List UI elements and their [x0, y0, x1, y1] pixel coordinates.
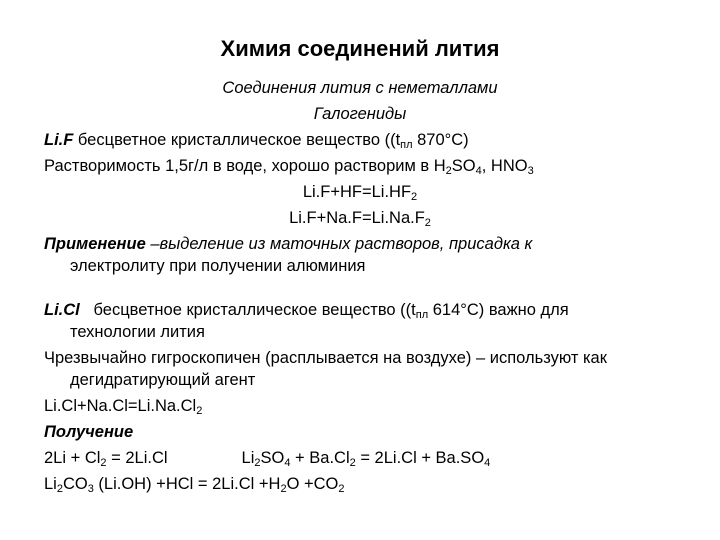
- licl-description: Li.Cl бесцветное кристаллическое вещество (($t_{пл}$ 614°C) важно для: [44, 301, 569, 321]
- page-title: Химия соединений лития: [220, 36, 500, 61]
- lif-application-cont: электролиту при получении алюминия: [70, 257, 366, 275]
- licl-equation: $Li.Cl+Na.Cl=Li.Na.Cl_2$: [44, 397, 203, 417]
- preparation-label: Получение: [44, 423, 134, 441]
- application-label: Применение: [44, 235, 146, 253]
- lif-application: Применение –выделение из маточных растворов, присадка к: [44, 235, 533, 253]
- reaction-3: $Li_2CO_3$ $(Li.OH) +HCl = 2Li.Cl +H_2O +CO_2$: [44, 475, 345, 495]
- licl-hygroscopic: Чрезвычайно гигроскопичен (расплывается на воздухе) – используют как: [44, 349, 607, 367]
- lif-formula: Li.F: [44, 131, 74, 149]
- licl-description-cont: технологии лития: [70, 323, 205, 341]
- lif-equation-2: $Li.F+Na.F=Li.Na.F_2$: [289, 209, 431, 229]
- section-heading: Галогениды: [313, 105, 407, 123]
- licl-hygroscopic-cont: дегидратирующий агент: [70, 371, 256, 389]
- reaction-1: $2Li + Cl_2 = 2Li.Cl$: [44, 449, 168, 469]
- lif-equation-1: $Li.F+HF=Li.HF_2$: [302, 183, 418, 203]
- subtitle: Соединения лития с неметаллами: [222, 79, 498, 97]
- lif-description: Li.F бесцветное кристаллическое вещество (($t_{пл}$ 870°C): [44, 131, 469, 151]
- licl-formula: Li.Cl: [44, 301, 80, 319]
- preparation-reactions: [44, 448, 490, 468]
- lif-solubility: Растворимость 1,5г/л в воде, хорошо растворим в $H_2SO_4$, $HNO_3$: [44, 157, 534, 177]
- reaction-2: $Li_2SO_4 + Ba.Cl_2 = 2Li.Cl + Ba.SO_4$: [241, 449, 491, 469]
